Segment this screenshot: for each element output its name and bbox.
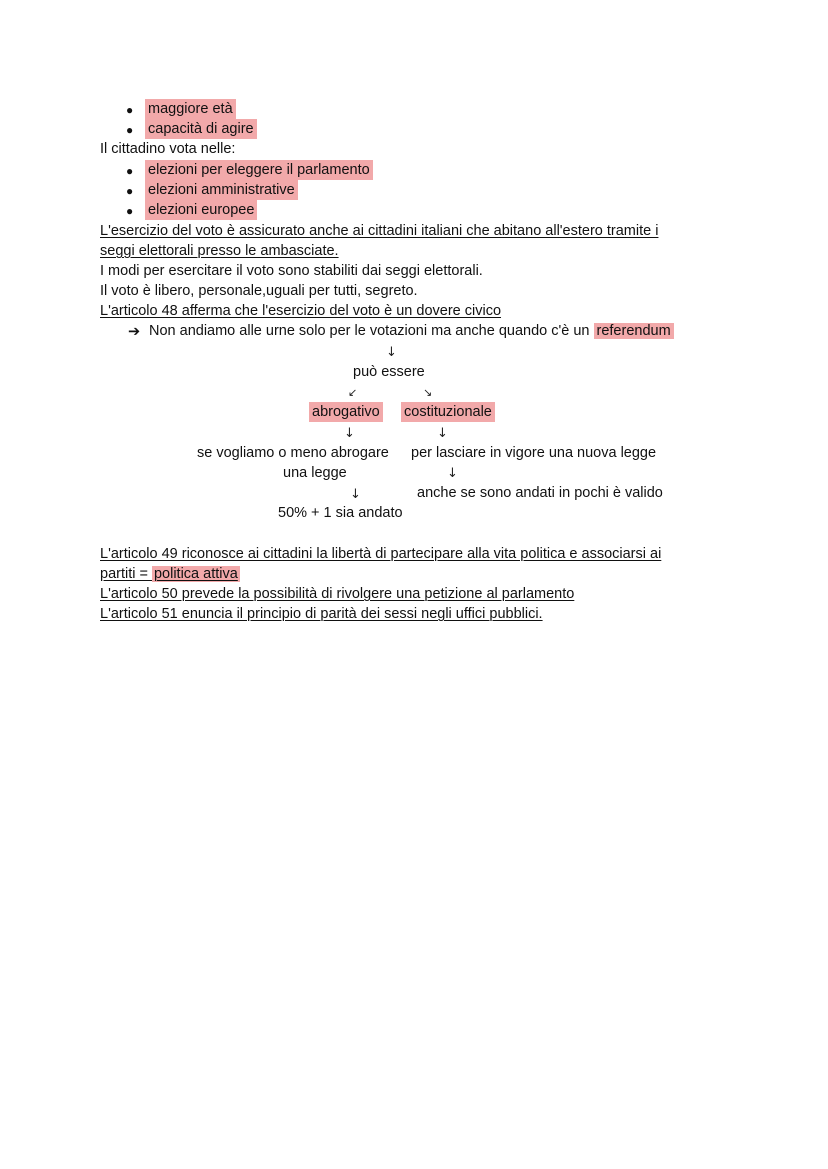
referendum-word: referendum: [594, 323, 674, 339]
abrogativo-desc-2: una legge: [283, 465, 347, 481]
art48-line: L'articolo 48 afferma che l'esercizio del voto è un dovere civico: [100, 303, 502, 319]
art49-line-1: L'articolo 49 riconosce ai cittadini la libertà di partecipare alla vita politica e associarsi ai: [100, 546, 662, 562]
free-line: Il voto è libero, personale,uguali per tutti, segreto.: [100, 283, 418, 299]
arrow-right-icon: ➔: [128, 324, 141, 340]
arrow-down-right-icon: ↘: [423, 386, 433, 399]
referendum-text: Non andiamo alle urne solo per le votazioni ma anche quando c'è un: [149, 323, 590, 339]
list-item: maggiore età: [145, 99, 236, 119]
list-item: elezioni per eleggere il parlamento: [145, 160, 373, 180]
abroad-line-2: seggi elettorali presso le ambasciate.: [100, 243, 339, 259]
abrogativo-label: abrogativo: [309, 402, 383, 422]
politica-attiva-highlight: politica attiva: [153, 566, 238, 582]
arrow-down-icon: ↓: [437, 426, 448, 441]
arrow-down-icon: ↓: [447, 466, 458, 481]
bullet-dot-icon: ●: [126, 184, 134, 198]
modes-line: I modi per esercitare il voto sono stabiliti dai seggi elettorali.: [100, 263, 483, 279]
list-item: elezioni europee: [145, 200, 257, 220]
arrow-down-icon: ↓: [350, 487, 361, 502]
bullet-dot-icon: ●: [126, 164, 134, 178]
art51-line: L'articolo 51 enuncia il principio di parità dei sessi negli uffici pubblici.: [100, 606, 543, 622]
arrow-down-icon: ↓: [386, 345, 397, 360]
referendum-line: [149, 321, 674, 341]
arrow-down-left-icon: ↙: [348, 386, 358, 399]
abroad-line-1: L'esercizio del voto è assicurato anche ai cittadini italiani che abitano all'estero tramite i: [100, 223, 659, 239]
costituzionale-label: costituzionale: [401, 402, 495, 422]
bullet-dot-icon: ●: [126, 103, 134, 117]
list-item: elezioni amministrative: [145, 180, 298, 200]
art49-prefix: partiti =: [100, 566, 152, 582]
bullet-dot-icon: ●: [126, 123, 134, 137]
can-be-label: può essere: [353, 364, 425, 380]
arrow-down-icon: ↓: [344, 426, 355, 441]
vote-intro: Il cittadino vota nelle:: [100, 141, 236, 157]
art49-line-2: [100, 564, 240, 584]
abrogativo-desc-1: se vogliamo o meno abrogare: [197, 445, 389, 461]
costituzionale-desc: per lasciare in vigore una nuova legge: [411, 445, 657, 461]
art50-line: L'articolo 50 prevede la possibilità di rivolgere una petizione al parlamento: [100, 586, 575, 602]
list-item: capacità di agire: [145, 119, 257, 139]
bullet-dot-icon: ●: [126, 204, 134, 218]
abrogativo-result: 50% + 1 sia andato: [278, 505, 403, 521]
costituzionale-result: anche se sono andati in pochi è valido: [417, 485, 663, 501]
